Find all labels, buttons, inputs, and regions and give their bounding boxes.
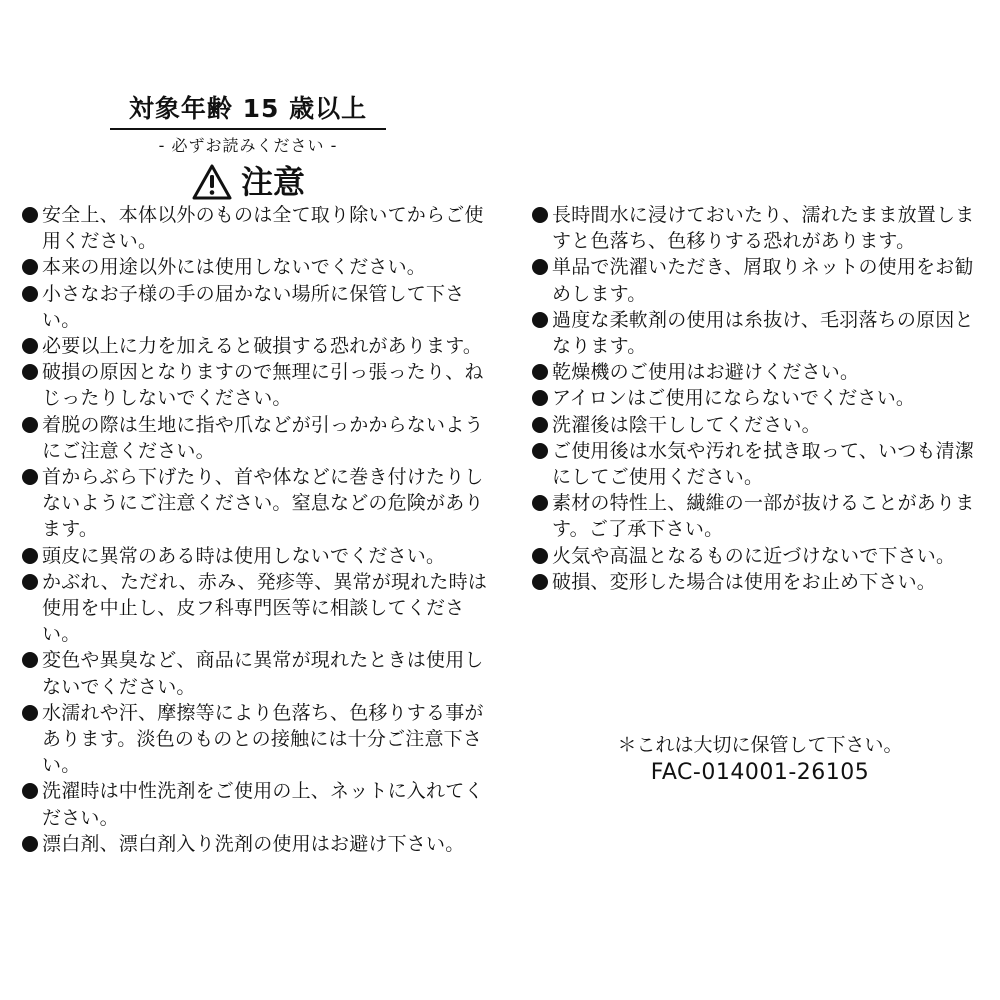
caution-text: 着脱の際は生地に指や爪などが引っかからないようにご注意ください。 (42, 413, 484, 462)
caution-item (532, 254, 982, 306)
left-caution-list (22, 202, 492, 857)
caution-text: 素材の特性上、繊維の一部が抜けることがあります。ご了承下さい。 (552, 492, 975, 541)
bullet (22, 364, 38, 380)
caution-item (532, 385, 982, 411)
bullet (532, 417, 548, 433)
caution-text: 変色や異臭など、商品に異常が現れたときは使用しないでください。 (42, 649, 484, 698)
warning-triangle-icon (191, 163, 233, 201)
caution-text: 洗濯時は中性洗剤をご使用の上、ネットに入れてください。 (42, 780, 484, 829)
age-title: 対象年齢 15 歳以上 (128, 94, 368, 123)
read-notice: - 必ずお読みください - (158, 136, 338, 155)
bullet (22, 286, 38, 302)
bullet (22, 783, 38, 799)
caution-item (22, 831, 492, 857)
caution-text: 必要以上に力を加えると破損する恐れがあります。 (42, 335, 483, 358)
caution-item (22, 647, 492, 699)
caution-text: 首からぶら下げたり、首や体などに巻き付けたりしないようにご注意ください。窒息などの危険があります。 (42, 466, 484, 541)
caution-text: 乾燥機のご使用はお避けください。 (552, 361, 860, 384)
bullet (22, 259, 38, 275)
bullet (22, 705, 38, 721)
caution-item (532, 307, 982, 359)
bullet (532, 495, 548, 511)
bullet (22, 338, 38, 354)
caution-text: 漂白剤、漂白剤入り洗剤の使用はお避け下さい。 (42, 832, 465, 855)
caution-item (22, 778, 492, 830)
caution-item (22, 333, 492, 359)
label-footer (580, 732, 940, 788)
caution-item (22, 569, 492, 648)
caution-item (22, 464, 492, 543)
caution-item (532, 543, 982, 569)
bullet (22, 574, 38, 590)
caution-text: 火気や高温となるものに近づけないで下さい。 (552, 544, 956, 567)
caution-text: 破損、変形した場合は使用をお止め下さい。 (552, 570, 937, 593)
bullet (22, 836, 38, 852)
caution-text: ご使用後は水気や汚れを拭き取って、いつも清潔にしてご使用ください。 (552, 439, 975, 489)
caution-text: アイロンはご使用にならないでください。 (552, 387, 916, 410)
bullet (22, 652, 38, 668)
caution-item (532, 569, 982, 595)
caution-item (22, 254, 492, 280)
product-code: FAC-014001-26105 (650, 760, 870, 785)
bullet (532, 207, 548, 223)
caution-item (22, 543, 492, 569)
caution-item (532, 202, 982, 254)
caution-item (22, 202, 492, 254)
caution-item (532, 438, 982, 490)
bullet (532, 390, 548, 406)
caution-item (532, 412, 982, 438)
caution-item (532, 359, 982, 385)
keep-note: ＊これは大切に保管して下さい。 (617, 734, 903, 756)
caution-text: 単品で洗濯いただき、屑取りネットの使用をお勧めします。 (552, 256, 974, 305)
bullet (22, 548, 38, 564)
caution-text: 破損の原因となりますので無理に引っ張ったり、ねじったりしないでください。 (42, 361, 484, 410)
caution-item (22, 359, 492, 411)
caution-heading (110, 162, 386, 202)
caution-text: 長時間水に浸けておいたり、濡れたまま放置しますと色落ち、色移りする恐れがあります。 (552, 204, 975, 253)
right-caution-list (532, 202, 982, 595)
bullet (532, 574, 548, 590)
bullet (532, 443, 548, 459)
bullet (532, 364, 548, 380)
bullet (22, 207, 38, 223)
bullet (22, 469, 38, 485)
caution-text: 安全上、本体以外のものは全て取り除いてからご使用ください。 (42, 204, 484, 253)
caution-text: かぶれ、ただれ、赤み、発疹等、異常が現れた時は使用を中止し、皮フ科専門医等に相談してください。 (42, 570, 488, 646)
caution-text: 過度な柔軟剤の使用は糸抜け、毛羽落ちの原因となります。 (552, 308, 974, 358)
caution-label: 注意 (240, 163, 305, 201)
title-divider (110, 128, 386, 130)
bullet (22, 417, 38, 433)
caution-item (22, 281, 492, 333)
caution-item (532, 490, 982, 542)
caution-text: 水濡れや汗、摩擦等により色落ち、色移りする事があります。淡色のものとの接触には十分ご注意下さい。 (42, 701, 484, 777)
caution-item (22, 700, 492, 779)
label-header (110, 92, 386, 202)
caution-text: 小さなお子様の手の届かない場所に保管して下さい。 (42, 282, 465, 331)
caution-item (22, 412, 492, 464)
caution-text: 本来の用途以外には使用しないでください。 (42, 256, 427, 279)
bullet (532, 312, 548, 328)
caution-text: 洗濯後は陰干ししてください。 (552, 413, 821, 436)
bullet (532, 259, 548, 275)
caution-text: 頭皮に異常のある時は使用しないでください。 (42, 544, 446, 567)
bullet (532, 548, 548, 564)
